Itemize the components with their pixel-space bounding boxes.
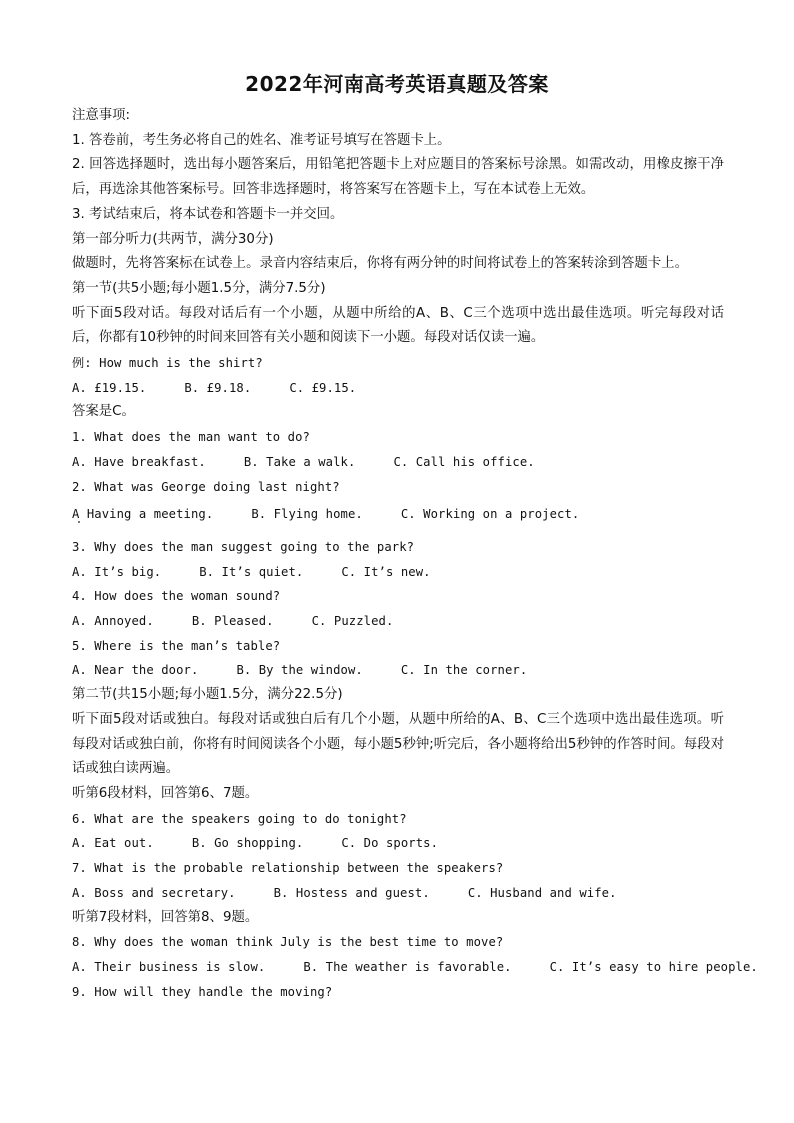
spacer [72, 527, 724, 535]
q7-option-a: A. Boss and secretary. [72, 885, 236, 900]
example-option-b: B. £9.18. [184, 380, 252, 395]
q5-option-c: C. In the corner. [400, 663, 528, 678]
question-3: 3. Why does the man suggest going to the park? [72, 539, 415, 554]
question-2: 2. What was George doing last night? [72, 479, 340, 494]
q2-option-c: C. Working on a project. [400, 507, 580, 522]
q3-option-c: C. It’s new. [341, 564, 431, 579]
question-6-options [72, 831, 724, 856]
question-7: 7. What is the probable relationship between the speakers? [72, 861, 504, 876]
q1-option-a: A. Have breakfast. [72, 454, 206, 469]
section1-heading: 第一节(共5小题;每小题1.5分，满分7.5分) [72, 280, 326, 296]
material-7-heading: 听第7段材料，回答第8、9题。 [72, 909, 259, 925]
part1-intro: 做题时，先将答案标在试卷上。录音内容结束后，你将有两分钟的时间将试卷上的答案转涂到答题卡上。 [72, 256, 688, 272]
q8-option-a: A. Their business is slow. [72, 959, 266, 974]
q6-option-a: A. Eat out. [72, 836, 154, 851]
q5-option-a: A. Near the door. [72, 663, 199, 678]
q7-option-c: C. Husband and wife. [467, 885, 617, 900]
example-option-c: C. £9.15. [289, 380, 357, 395]
question-5: 5. Where is the man’s table? [72, 638, 281, 653]
part1-heading: 第一部分听力(共两节，满分30分) [72, 231, 274, 247]
q8-option-c: C. It’s easy to hire people. [549, 959, 758, 974]
question-8-options [72, 955, 758, 980]
q7-option-b: B. Hostess and guest. [273, 885, 430, 900]
question-2-options [72, 502, 724, 527]
material-6-heading: 听第6段材料，回答第6、7题。 [72, 785, 259, 801]
notes-title: 注意事项: [72, 108, 131, 123]
note-1: 1. 答卷前，考生务必将自己的姓名、准考证号填写在答题卡上。 [72, 132, 451, 148]
q5-option-b: B. By the window. [236, 663, 363, 678]
question-8: 8. Why does the woman think July is the best time to move? [72, 935, 504, 950]
section2-instructions: 听下面5段对话或独白。每段对话或独白后有几个小题，从题中所给的A、B、C三个选项中选出最佳选项。听每段对话或独白前，你将有时间阅读各个小题，每小题5秒钟;听完后，各小题将给出5秒钟的作答时间。每段对话或独白读两遍。 [72, 711, 724, 777]
note-2: 2. 回答选择题时，选出每小题答案后，用铅笔把答题卡上对应题目的答案标号涂黑。如需改动，用橡皮擦干净后，再选涂其他答案标号。回答非选择题时，将答案写在答题卡上，写在本试卷上无效。 [72, 157, 724, 198]
question-7-options [72, 881, 724, 906]
q6-option-b: B. Go shopping. [191, 836, 304, 851]
q4-option-a: A. Annoyed. [72, 614, 154, 629]
q3-option-b: B. It’s quiet. [199, 564, 304, 579]
section1-instructions: 听下面5段对话。每段对话后有一个小题，从题中所给的A、B、C三个选项中选出最佳选项。听完每段对话后，你都有10秒钟的时间来回答有关小题和阅读下一小题。每段对话仅读一遍。 [72, 305, 724, 346]
question-9: 9. How will they handle the moving? [72, 984, 333, 999]
section2-heading: 第二节(共15小题;每小题1.5分，满分22.5分) [72, 687, 343, 703]
note-3: 3. 考试结束后，将本试卷和答题卡一并交回。 [72, 206, 344, 222]
q8-option-b: B. The weather is favorable. [303, 959, 512, 974]
q3-option-a: A. It’s big. [72, 564, 162, 579]
question-5-options [72, 658, 724, 683]
example-question: 例: How much is the shirt? [72, 356, 263, 371]
q4-option-b: B. Pleased. [191, 614, 274, 629]
q2-option-a: A Having a meeting. [72, 507, 214, 522]
q4-option-c: C. Puzzled. [311, 614, 394, 629]
question-3-options [72, 560, 724, 585]
example-answer: 答案是C。 [72, 404, 135, 420]
q2-option-b: B. Flying home. [251, 507, 363, 522]
question-4-options [72, 609, 724, 634]
example-options [72, 376, 724, 401]
q6-option-c: C. Do sports. [341, 836, 439, 851]
question-1: 1. What does the man want to do? [72, 430, 310, 445]
question-6: 6. What are the speakers going to do tonight? [72, 811, 407, 826]
exam-content [72, 104, 758, 1004]
page-title: 2022年河南高考英语真题及答案 [245, 72, 549, 96]
q1-option-c: C. Call his office. [393, 454, 535, 469]
stray-mark [78, 521, 80, 523]
question-4: 4. How does the woman sound? [72, 589, 281, 604]
question-1-options [72, 450, 724, 475]
q1-option-b: B. Take a walk. [243, 454, 356, 469]
example-option-a: A. £19.15. [72, 380, 147, 395]
